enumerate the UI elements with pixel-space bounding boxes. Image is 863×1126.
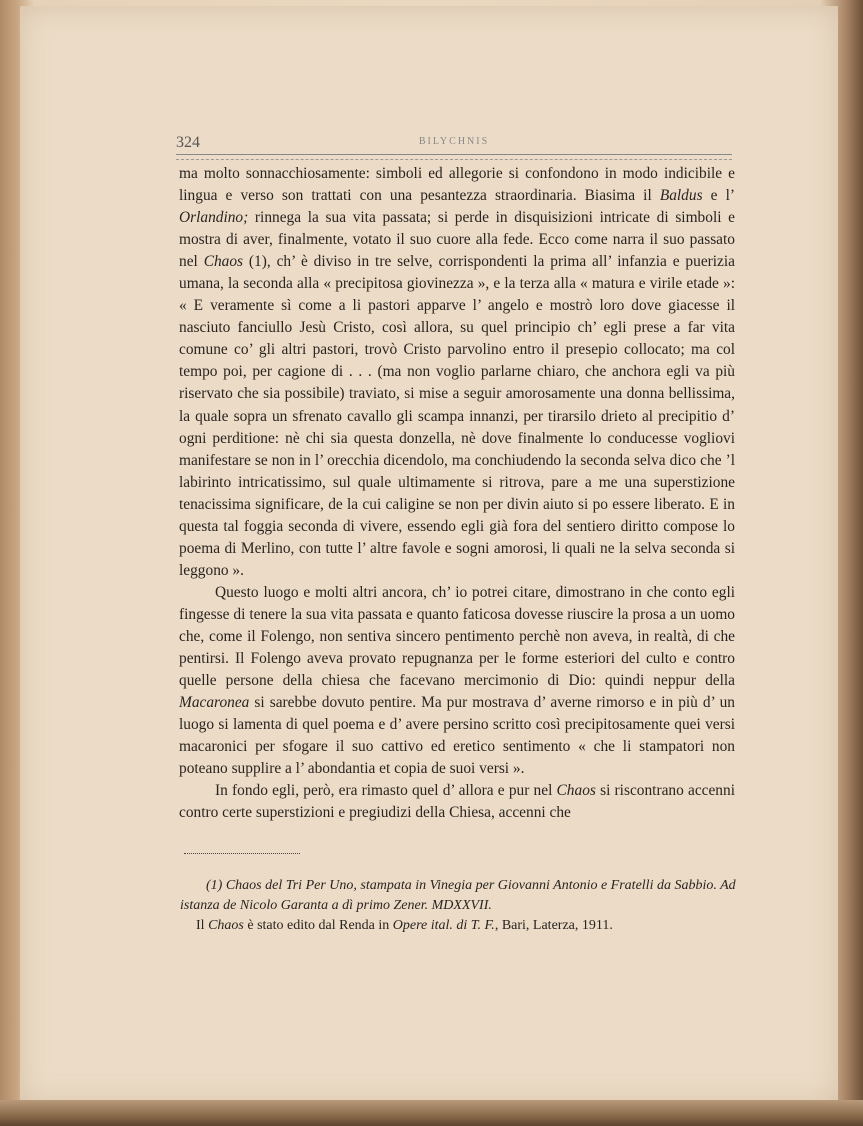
italic-title: Chaos — [208, 918, 244, 933]
text-segment: è stato edito dal Renda in — [243, 918, 393, 933]
footnote-1-text: (1) Chaos del Tri Per Uno, stampata in Vinegia per Giovanni Antonio e Fratelli da Sabbio. Ad istanza de Nicolo Garanta a dì primo Zener. MDXXVII. — [180, 878, 736, 913]
book-bottom-edge — [0, 1100, 863, 1126]
paragraph-3 — [179, 780, 735, 824]
italic-title: Chaos — [556, 782, 596, 800]
page-number: 324 — [176, 134, 200, 151]
text-segment: si sarebbe dovuto pentire. Ma pur mostrava d’ averne rimorso e in più d’ un luogo si lamenta di quel poema e d’ avere persino scritto così precipitosamente quei versi macaronici per sfogare il suo cattivo ed eretico sentimento « che li stampatori non poteano supplire a l’ abondantia et copia de suoi versi ». — [179, 694, 735, 778]
paragraph-2 — [179, 582, 735, 780]
italic-title: Chaos — [203, 253, 244, 271]
text-segment: In fondo egli, però, era rimasto quel d’ allora e pur nel — [215, 782, 557, 800]
footnote-separator — [184, 853, 300, 854]
italic-title: Orlandino; — [179, 209, 249, 227]
text-segment: si riscontrano accenni contro certe superstizioni e pregiudizi della Chiesa, accenni che — [179, 782, 735, 822]
body-text — [179, 163, 735, 824]
text-segment: Il — [196, 918, 209, 933]
text-segment: e l’ — [702, 187, 735, 205]
footnote-2 — [180, 916, 736, 936]
paragraph-1 — [179, 163, 735, 582]
italic-title: Opere ital. di T. F. — [392, 918, 495, 933]
running-title: BILYCHNIS — [418, 136, 490, 147]
text-segment: rinnega la sua vita passata; si perde in disquisizioni intricate di simboli e mostra di aver, finalmente, votato il suo cuore alla fede. Ecco come narra il suo passato nel — [179, 209, 735, 271]
text-segment: Questo luogo e molti altri ancora, ch’ io potrei citare, dimostrano in che conto egli fingesse di tenere la sua vita passata e quanto faticosa dovesse riuscire la prosa a un uomo che, come il Folengo, non sentiva sincero pentimento perchè non aveva, in realtà, di che pentirsi. Il Folengo aveva provato repugnanza per le forme esteriori del culto e contro quelle persone della chiesa che facevano mercimonio di Dio: quindi neppur della — [179, 583, 735, 690]
header-rule — [176, 154, 732, 160]
italic-title: Baldus — [659, 187, 703, 205]
text-segment: , Bari, Laterza, 1911. — [494, 918, 613, 933]
italic-title: Macaronea — [179, 694, 250, 712]
text-segment: ma molto sonnacchiosamente: simboli ed allegorie si confondono in modo indicibile e lingua e verso son trattati con una pesantezza straordinaria. Biasima il — [179, 165, 735, 205]
text-segment: (1), ch’ è diviso in tre selve, corrispondenti la prima all’ infanzia e puerizia umana, la seconda alla « precipitosa giovinezza », e la terza alla « matura e virile etade »: « E veramente sì come a li pastori apparve l’ angelo e mostrò loro dove giacesse il nasciuto fanciullo Jesù Cristo, così allora, su quel principio ch’ egli prese a far vita comune co’ gli altri pastori, trovò Cristo parvolino entro il presepio collocato; ma col tempo poi, per cagione di . . . (ma non voglio parlarne chiaro, che anchora egli va più riservato che sia possibile) traviato, si mise a seguir amorosamente una donna bellissima, la quale sopra un sfrenato cavallo gli scampa innanzi, per tirarsilo drieto al precipitio d’ ogni perditione: nè chi sia questa donzella, nè dove finalmente lo conducesse vogliovi manifestare se non in l’ orecchia dicendolo, ma conchiudendo la seconda selva dico che ’l labirinto intricatissimo, sul quale ultimamente si ritrova, pare a me una superstizione tenacissima significare, de la cui caligine se non per divin aiuto si po essere liberato. E in questa tal foggia seconda di vivere, essendo egli già fora del sentiero diritto compose lo poema di Merlino, con tutte l’ altre favole e sogni amorosi, li quali ne la selva seconda si leggono ». — [179, 253, 735, 579]
footnote-1 — [180, 876, 736, 916]
page-header — [176, 134, 732, 154]
footnotes — [180, 876, 736, 936]
